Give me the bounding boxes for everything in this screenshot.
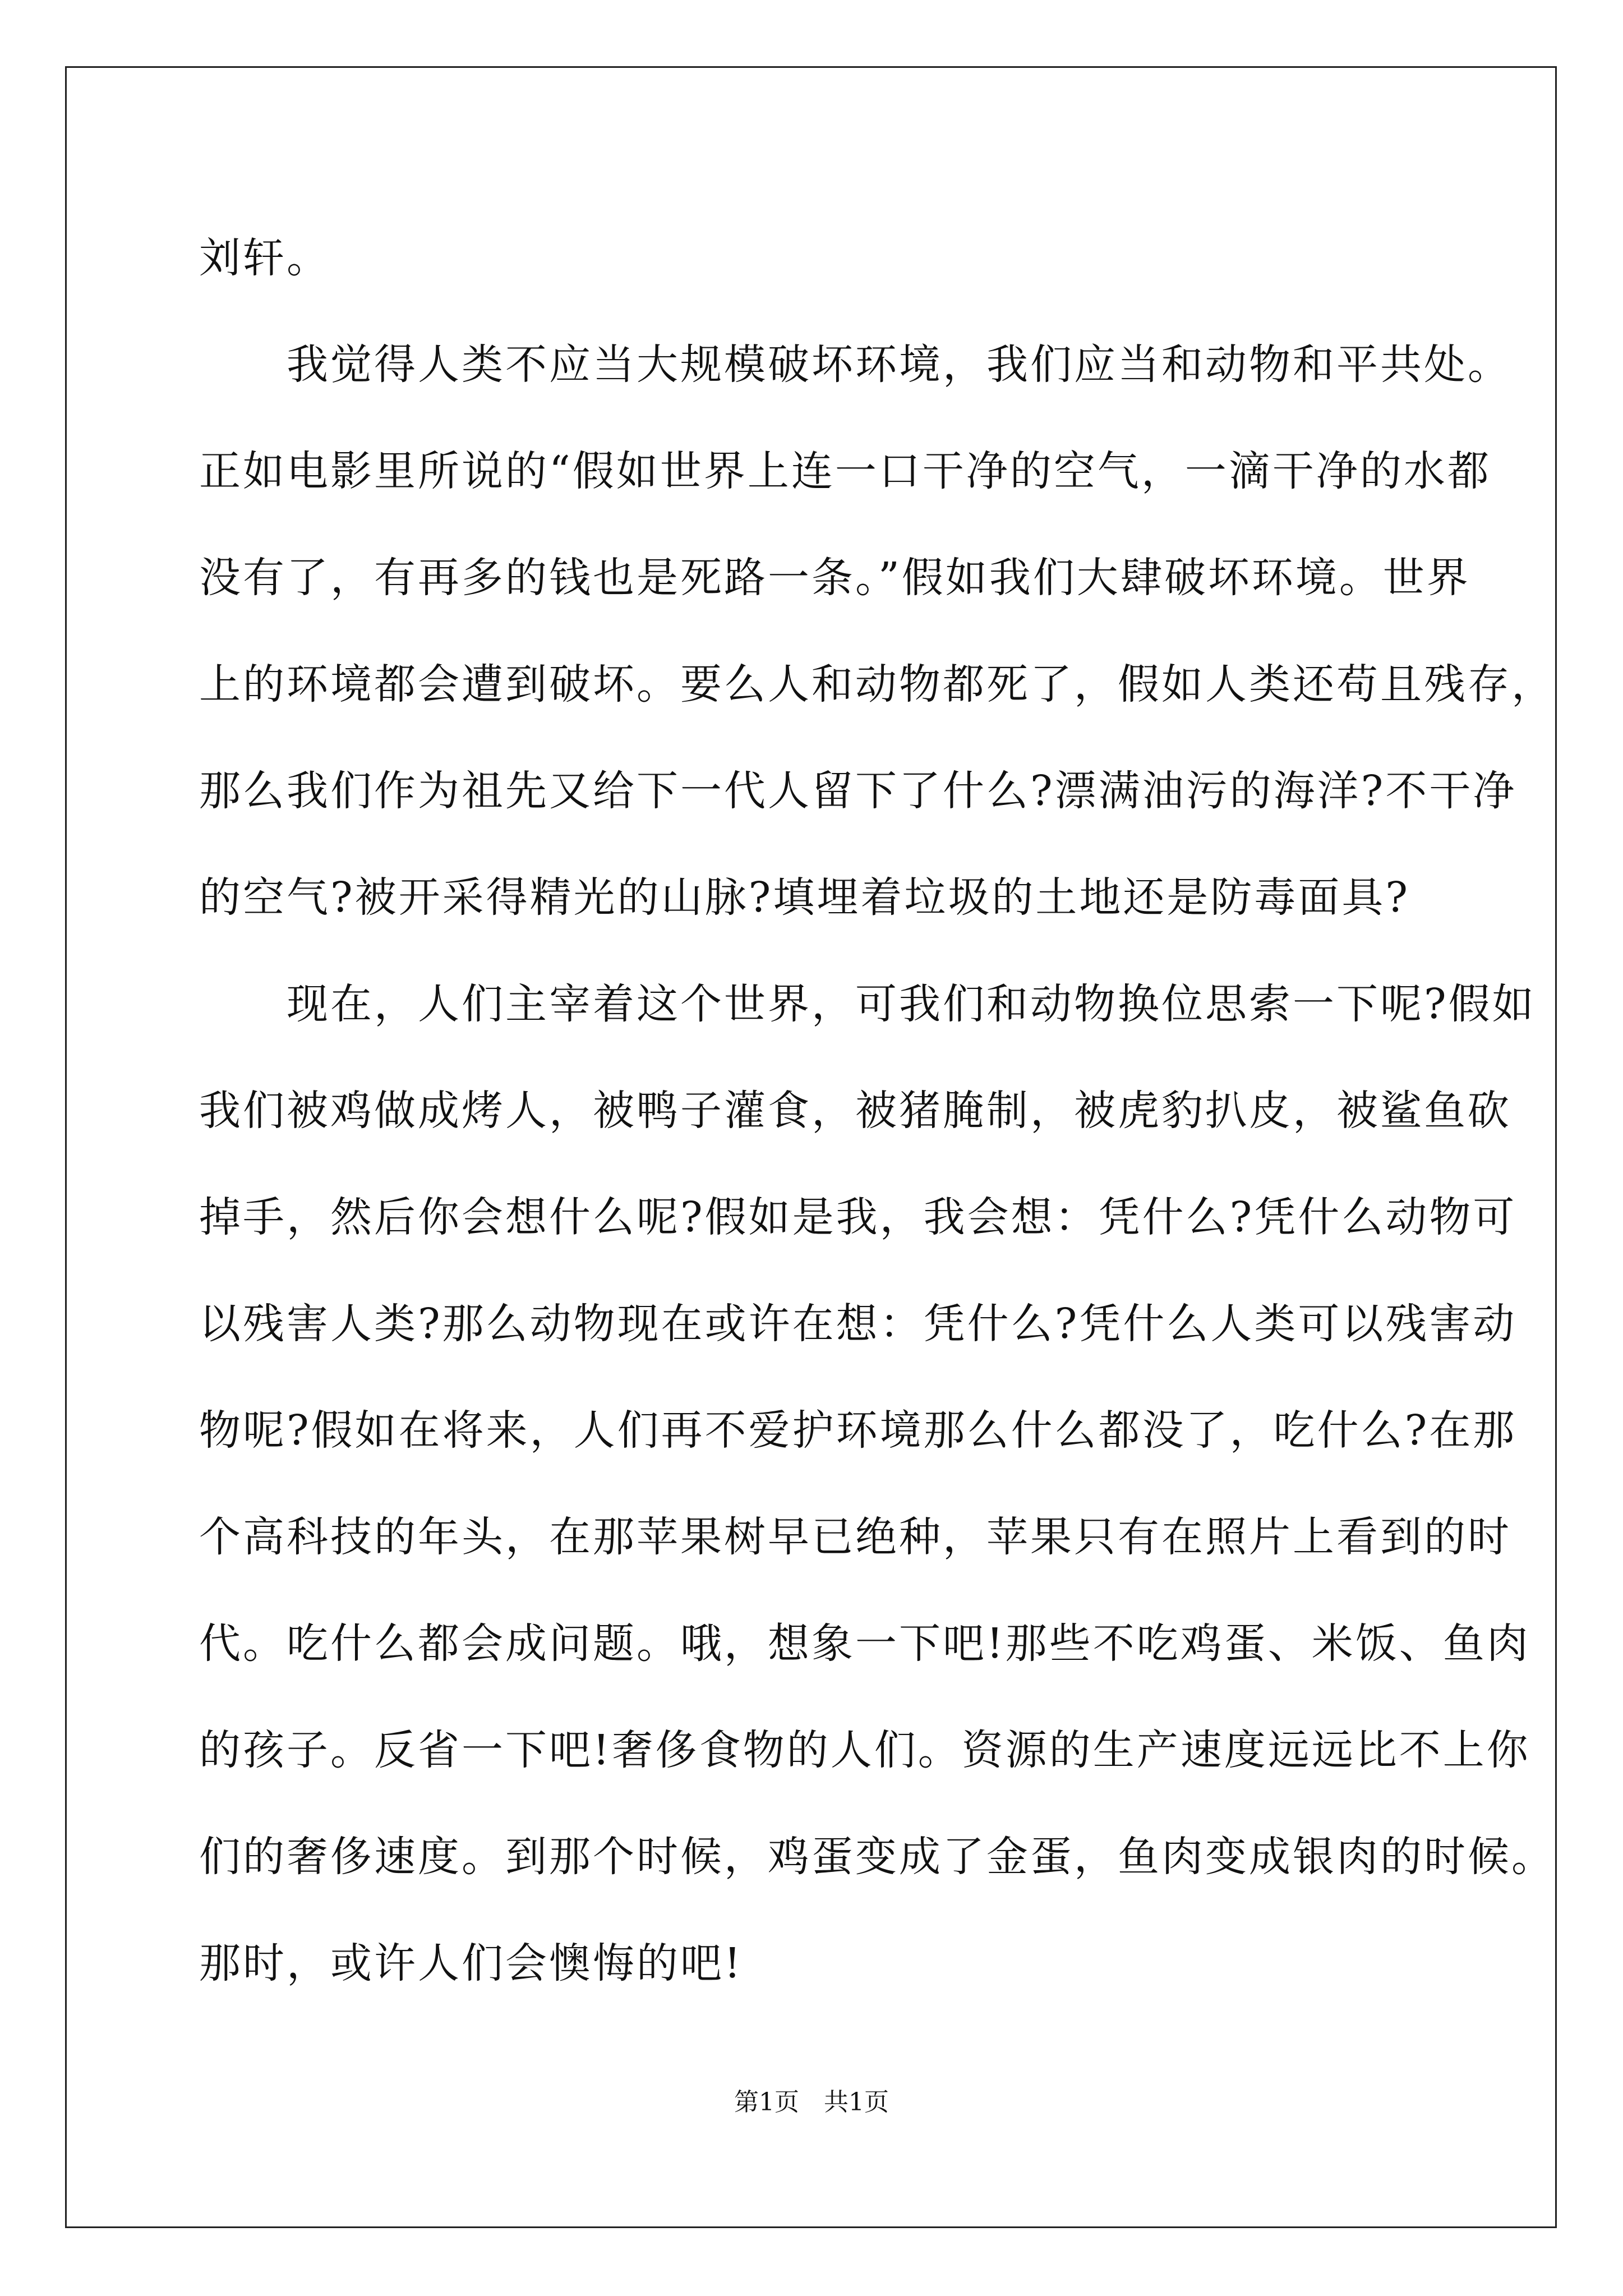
text-line: 刘轩。 [199,234,330,282]
text-line: 现在，人们主宰着这个世界，可我们和动物换位思索一下呢?假如 [199,980,1536,1028]
page-footer: 第1页 共1页 [734,2088,889,2116]
text-line: 的孩子。反省一下吧!奢侈食物的人们。资源的生产速度远远比不上你 [199,1726,1530,1774]
document-body [199,205,1555,2017]
text-line: 那时，或许人们会懊悔的吧! [199,1939,743,1987]
text-line: 掉手，然后你会想什么呢?假如是我，我会想：凭什么?凭什么动物可 [199,1193,1517,1241]
text-line: 的空气?被开采得精光的山脉?填埋着垃圾的土地还是防毒面具? [199,873,1410,922]
text-line: 没有了，有再多的钱也是死路一条。”假如我们大肆破坏环境。世界 [199,554,1470,602]
text-line: 以残害人类?那么动物现在或许在想：凭什么?凭什么人类可以残害动 [199,1300,1517,1348]
text-line: 上的环境都会遭到破坏。要么人和动物都死了，假如人类还苟且残存， [199,660,1555,708]
text-line: 我们被鸡做成烤人，被鸭子灌食，被猪腌制，被虎豹扒皮，被鲨鱼砍 [199,1087,1511,1135]
text-line: 那么我们作为祖先又给下一代人留下了什么?漂满油污的海洋?不干净 [199,767,1517,815]
text-line: 物呢?假如在将来，人们再不爱护环境那么什么都没了，吃什么?在那 [199,1406,1517,1455]
text-line: 们的奢侈速度。到那个时候，鸡蛋变成了金蛋，鱼肉变成银肉的时候。 [199,1833,1555,1881]
text-line: 正如电影里所说的“假如世界上连一口干净的空气，一滴干净的水都 [199,447,1491,495]
text-line: 我觉得人类不应当大规模破坏环境，我们应当和动物和平共处。 [199,341,1511,389]
text-line: 个高科技的年头，在那苹果树早已绝种，苹果只有在照片上看到的时 [199,1513,1511,1561]
text-line: 代。吃什么都会成问题。哦，想象一下吧!那些不吃鸡蛋、米饭、鱼肉 [199,1619,1530,1668]
